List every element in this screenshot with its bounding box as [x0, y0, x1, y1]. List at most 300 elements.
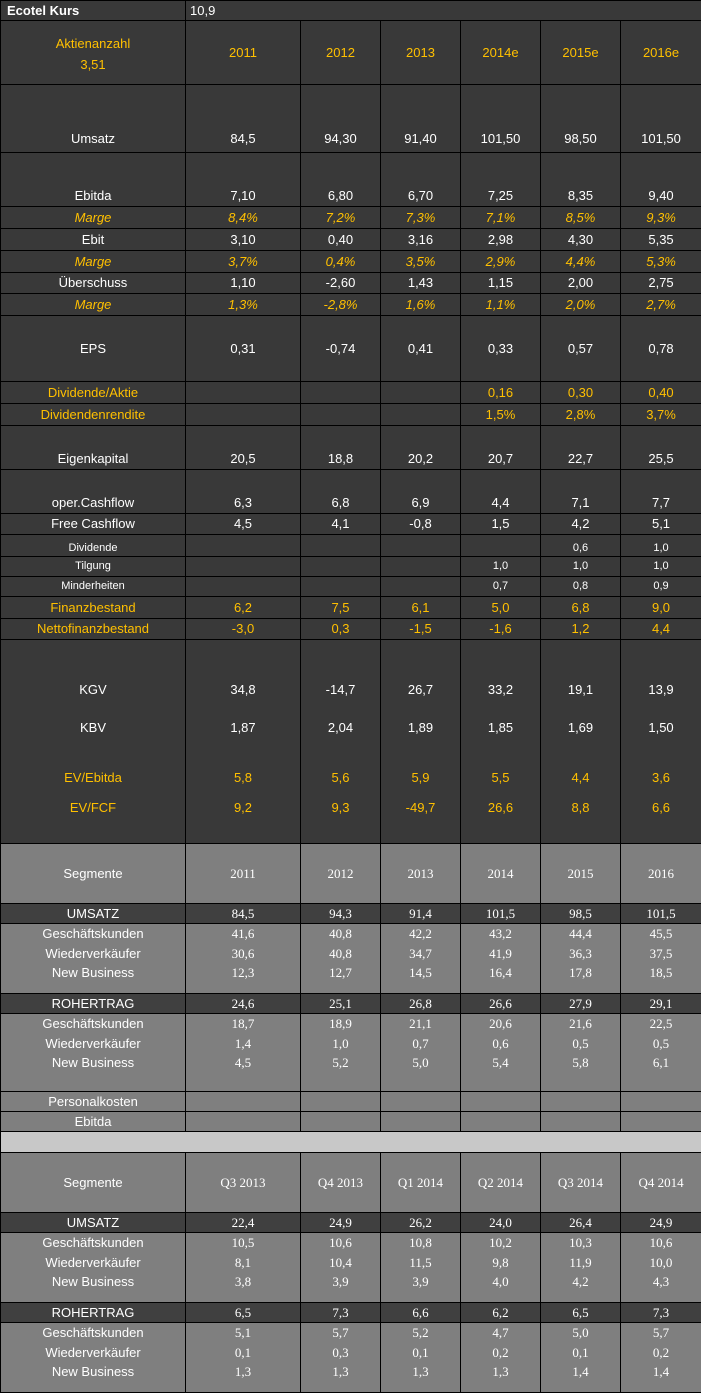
value-cell: 6,6 [621, 791, 701, 844]
value-cell: 1,0 [621, 557, 701, 577]
value-cell: 21,6 [541, 1014, 621, 1034]
value-cell: 24,0 [461, 1213, 541, 1233]
value-cell: 27,9 [541, 994, 621, 1014]
value-cell: 1,0 [541, 557, 621, 577]
value-cell [381, 382, 461, 404]
value-cell: 2,9% [461, 251, 541, 273]
eps-row [1, 316, 701, 382]
ev-ebitda-row [1, 751, 701, 791]
title-row [1, 1, 701, 21]
value-cell: 98,5 [541, 904, 621, 924]
value-cell: 5,0 [541, 1323, 621, 1343]
value-cell: 5,1 [621, 514, 701, 535]
value-cell: 6,9 [381, 470, 461, 514]
value-cell: 6,1 [381, 597, 461, 619]
value-cell: -14,7 [301, 640, 381, 706]
segment-col: 2014 [461, 844, 541, 904]
value-cell: 1,3 [461, 1363, 541, 1393]
value-cell: 6,3 [186, 470, 301, 514]
dividendenrendite-row [1, 404, 701, 426]
value-cell: 4,3 [621, 1273, 701, 1303]
value-cell: 1,15 [461, 273, 541, 294]
dividende-row [1, 535, 701, 557]
value-cell: 84,5 [186, 904, 301, 924]
value-cell: 4,2 [541, 514, 621, 535]
value-cell: -3,0 [186, 619, 301, 640]
row-label: oper.Cashflow [1, 470, 186, 514]
value-cell: 10,3 [541, 1233, 621, 1253]
value-cell: 5,5 [461, 751, 541, 791]
segment-col: Q3 2013 [186, 1153, 301, 1213]
value-cell: 0,3 [301, 619, 381, 640]
segment-row [1, 1034, 701, 1054]
value-cell: 9,8 [461, 1253, 541, 1273]
segment-row [1, 1363, 701, 1393]
value-cell [381, 404, 461, 426]
value-cell: 0,7 [381, 1034, 461, 1054]
value-cell [186, 404, 301, 426]
value-cell: 45,5 [621, 924, 701, 944]
value-cell: 8,1 [186, 1253, 301, 1273]
value-cell: 7,5 [301, 597, 381, 619]
value-cell: 3,9 [381, 1273, 461, 1303]
value-cell: 6,80 [301, 153, 381, 207]
value-cell: 44,4 [541, 924, 621, 944]
row-label: ROHERTRAG [1, 994, 186, 1014]
segment-umsatz-row [1, 1213, 701, 1233]
value-cell: 26,7 [381, 640, 461, 706]
value-cell: 37,5 [621, 944, 701, 964]
value-cell: -49,7 [381, 791, 461, 844]
value-cell: 1,3 [301, 1363, 381, 1393]
value-cell: 24,9 [621, 1213, 701, 1233]
value-cell: 1,4 [541, 1363, 621, 1393]
value-cell: 29,1 [621, 994, 701, 1014]
ebit-row [1, 229, 701, 251]
finanzbestand-row [1, 597, 701, 619]
value-cell: 0,3 [301, 1343, 381, 1363]
value-cell: 1,1% [461, 294, 541, 316]
value-cell: 4,4 [461, 470, 541, 514]
value-cell: 3,6 [621, 751, 701, 791]
value-cell: 26,8 [381, 994, 461, 1014]
row-label: Wiederverkäufer [1, 1253, 186, 1273]
segment-header-row [1, 1153, 701, 1213]
value-cell: -1,5 [381, 619, 461, 640]
value-cell: 7,25 [461, 153, 541, 207]
value-cell: 20,6 [461, 1014, 541, 1034]
row-label: Geschäftskunden [1, 1014, 186, 1034]
value-cell: 5,9 [381, 751, 461, 791]
value-cell: 5,35 [621, 229, 701, 251]
value-cell: 1,4 [621, 1363, 701, 1393]
segment-header-row [1, 844, 701, 904]
value-cell: 10,6 [301, 1233, 381, 1253]
value-cell: 0,30 [541, 382, 621, 404]
value-cell: 14,5 [381, 964, 461, 994]
row-label: Marge [1, 294, 186, 316]
segment-col: 2016 [621, 844, 701, 904]
value-cell: 5,2 [381, 1323, 461, 1343]
value-cell: 101,50 [621, 85, 701, 153]
value-cell: 11,9 [541, 1253, 621, 1273]
year-cell: 2016e [621, 21, 701, 85]
value-cell: -0,74 [301, 316, 381, 382]
value-cell: 0,1 [186, 1343, 301, 1363]
segment-row [1, 944, 701, 964]
segment-col: Q2 2014 [461, 1153, 541, 1213]
value-cell: 20,2 [381, 426, 461, 470]
value-cell: 13,9 [621, 640, 701, 706]
dividende-aktie-row [1, 382, 701, 404]
year-cell: 2014e [461, 21, 541, 85]
row-label: Free Cashflow [1, 514, 186, 535]
segment-col: 2015 [541, 844, 621, 904]
ev-fcf-row [1, 791, 701, 844]
row-label: Dividendenrendite [1, 404, 186, 426]
value-cell: 18,9 [301, 1014, 381, 1034]
segment-row [1, 1343, 701, 1363]
value-cell: 7,3 [301, 1303, 381, 1323]
shares-value: 3,51 [1, 58, 185, 72]
value-cell: 19,1 [541, 640, 621, 706]
value-cell: -2,60 [301, 273, 381, 294]
value-cell: 16,4 [461, 964, 541, 994]
row-label: New Business [1, 964, 186, 994]
segment-label: Segmente [1, 844, 186, 904]
value-cell: 0,1 [381, 1343, 461, 1363]
value-cell: 30,6 [186, 944, 301, 964]
value-cell: 101,5 [461, 904, 541, 924]
value-cell: 43,2 [461, 924, 541, 944]
value-cell: 0,6 [541, 535, 621, 557]
segment-col: Q4 2014 [621, 1153, 701, 1213]
value-cell [381, 1112, 461, 1132]
row-label: EPS [1, 316, 186, 382]
value-cell: 18,7 [186, 1014, 301, 1034]
value-cell: 7,1 [541, 470, 621, 514]
value-cell: 9,3 [301, 791, 381, 844]
value-cell: 94,3 [301, 904, 381, 924]
value-cell: 3,7% [186, 251, 301, 273]
segment-row [1, 1054, 701, 1092]
value-cell: 5,2 [301, 1054, 381, 1092]
value-cell: 7,3 [621, 1303, 701, 1323]
value-cell: 9,3% [621, 207, 701, 229]
value-cell: 4,7 [461, 1323, 541, 1343]
value-cell: 6,2 [186, 597, 301, 619]
value-cell: 34,8 [186, 640, 301, 706]
row-label: EV/Ebitda [1, 751, 186, 791]
segment-ebitda-row [1, 1112, 701, 1132]
value-cell: 0,78 [621, 316, 701, 382]
value-cell: 6,5 [541, 1303, 621, 1323]
value-cell [301, 1112, 381, 1132]
value-cell: 0,2 [621, 1343, 701, 1363]
row-label: ROHERTRAG [1, 1303, 186, 1323]
minderheiten-row [1, 577, 701, 597]
value-cell: 9,2 [186, 791, 301, 844]
value-cell: 101,5 [621, 904, 701, 924]
value-cell: 7,1% [461, 207, 541, 229]
value-cell: 3,8 [186, 1273, 301, 1303]
value-cell [186, 557, 301, 577]
value-cell: 4,5 [186, 1054, 301, 1092]
title-cell: Ecotel Kurs [1, 1, 186, 21]
value-cell: 22,7 [541, 426, 621, 470]
row-label: New Business [1, 1273, 186, 1303]
personalkosten-row [1, 1092, 701, 1112]
value-cell: 10,8 [381, 1233, 461, 1253]
value-cell [186, 535, 301, 557]
value-cell: 1,2 [541, 619, 621, 640]
value-cell: 3,7% [621, 404, 701, 426]
value-cell: 22,4 [186, 1213, 301, 1233]
value-cell: 4,30 [541, 229, 621, 251]
value-cell [301, 1092, 381, 1112]
row-label: Wiederverkäufer [1, 944, 186, 964]
value-cell: 3,16 [381, 229, 461, 251]
kgv-row [1, 640, 701, 706]
row-label: Nettofinanzbestand [1, 619, 186, 640]
segment-rohertrag-row [1, 1303, 701, 1323]
value-cell: 0,4% [301, 251, 381, 273]
value-cell: 0,40 [621, 382, 701, 404]
value-cell: 20,5 [186, 426, 301, 470]
value-cell: 4,1 [301, 514, 381, 535]
segment-col: Q1 2014 [381, 1153, 461, 1213]
value-cell: 8,4% [186, 207, 301, 229]
value-cell: 0,9 [621, 577, 701, 597]
segment-row [1, 964, 701, 994]
segment-col: 2011 [186, 844, 301, 904]
value-cell: 0,31 [186, 316, 301, 382]
value-cell: 10,6 [621, 1233, 701, 1253]
separator-row [1, 1132, 701, 1153]
value-cell: 22,5 [621, 1014, 701, 1034]
year-cell: 2012 [301, 21, 381, 85]
marge-row [1, 294, 701, 316]
value-cell: 26,6 [461, 994, 541, 1014]
value-cell: 7,7 [621, 470, 701, 514]
value-cell: 5,6 [301, 751, 381, 791]
value-cell: 6,5 [186, 1303, 301, 1323]
segment-row [1, 924, 701, 944]
row-label: Dividende/Aktie [1, 382, 186, 404]
value-cell [301, 535, 381, 557]
value-cell: 0,6 [461, 1034, 541, 1054]
value-cell: 18,8 [301, 426, 381, 470]
value-cell [186, 1112, 301, 1132]
value-cell: 10,2 [461, 1233, 541, 1253]
value-cell [301, 404, 381, 426]
nettofinanzbestand-row [1, 619, 701, 640]
value-cell: 91,40 [381, 85, 461, 153]
value-cell: 0,57 [541, 316, 621, 382]
row-label: Tilgung [1, 557, 186, 577]
row-label: Ebitda [1, 1112, 186, 1132]
value-cell: 1,6% [381, 294, 461, 316]
value-cell [381, 577, 461, 597]
value-cell: 26,4 [541, 1213, 621, 1233]
value-cell: 9,0 [621, 597, 701, 619]
value-cell: 8,8 [541, 791, 621, 844]
year-cell: 2011 [186, 21, 301, 85]
ebitda-row [1, 153, 701, 207]
value-cell: 6,8 [541, 597, 621, 619]
row-label: Dividende [1, 535, 186, 557]
value-cell: 5,0 [381, 1054, 461, 1092]
value-cell: 24,9 [301, 1213, 381, 1233]
value-cell: 0,7 [461, 577, 541, 597]
row-label: KGV [1, 640, 186, 706]
value-cell [541, 1092, 621, 1112]
value-cell: 5,7 [301, 1323, 381, 1343]
value-cell: 3,5% [381, 251, 461, 273]
year-cell: 2015e [541, 21, 621, 85]
value-cell: 0,33 [461, 316, 541, 382]
value-cell: 4,0 [461, 1273, 541, 1303]
row-label: Marge [1, 251, 186, 273]
segment-row [1, 1273, 701, 1303]
value-cell: 6,2 [461, 1303, 541, 1323]
value-cell: 0,2 [461, 1343, 541, 1363]
value-cell [461, 535, 541, 557]
row-label: KBV [1, 706, 186, 751]
value-cell: 10,4 [301, 1253, 381, 1273]
value-cell: 42,2 [381, 924, 461, 944]
row-label: Geschäftskunden [1, 1233, 186, 1253]
row-label: Minderheiten [1, 577, 186, 597]
value-cell [381, 557, 461, 577]
row-label: Ebitda [1, 153, 186, 207]
value-cell: 84,5 [186, 85, 301, 153]
row-label: Ebit [1, 229, 186, 251]
value-cell: 20,7 [461, 426, 541, 470]
value-cell: 41,6 [186, 924, 301, 944]
row-label: Geschäftskunden [1, 924, 186, 944]
row-label: Marge [1, 207, 186, 229]
value-cell: 1,69 [541, 706, 621, 751]
value-cell: 33,2 [461, 640, 541, 706]
value-cell: -0,8 [381, 514, 461, 535]
value-cell: 3,9 [301, 1273, 381, 1303]
row-label: Geschäftskunden [1, 1323, 186, 1343]
value-cell: 8,35 [541, 153, 621, 207]
value-cell: 0,5 [541, 1034, 621, 1054]
value-cell: -2,8% [301, 294, 381, 316]
segment-col: Q4 2013 [301, 1153, 381, 1213]
segment-rohertrag-row [1, 994, 701, 1014]
value-cell [301, 557, 381, 577]
value-cell: 4,4 [541, 751, 621, 791]
value-cell: 1,5% [461, 404, 541, 426]
value-cell: 4,5 [186, 514, 301, 535]
price-cell: 10,9 [186, 1, 701, 21]
value-cell: 1,43 [381, 273, 461, 294]
year-header-row [1, 21, 701, 85]
value-cell: 1,3 [186, 1363, 301, 1393]
value-cell: 94,30 [301, 85, 381, 153]
segment-label: Segmente [1, 1153, 186, 1213]
value-cell: 9,40 [621, 153, 701, 207]
value-cell: 10,0 [621, 1253, 701, 1273]
segment-umsatz-row [1, 904, 701, 924]
value-cell: 6,1 [621, 1054, 701, 1092]
row-label: UMSATZ [1, 1213, 186, 1233]
value-cell: 2,8% [541, 404, 621, 426]
value-cell: 0,8 [541, 577, 621, 597]
value-cell [301, 382, 381, 404]
value-cell: 7,3% [381, 207, 461, 229]
oper-cashflow-row [1, 470, 701, 514]
value-cell: 1,0 [461, 557, 541, 577]
value-cell: 25,1 [301, 994, 381, 1014]
value-cell [621, 1112, 701, 1132]
value-cell: 2,04 [301, 706, 381, 751]
separator [1, 1132, 701, 1153]
row-label: UMSATZ [1, 904, 186, 924]
value-cell: 2,0% [541, 294, 621, 316]
value-cell: 0,16 [461, 382, 541, 404]
value-cell [186, 1092, 301, 1112]
value-cell [621, 1092, 701, 1112]
value-cell: 40,8 [301, 944, 381, 964]
value-cell: 4,4 [621, 619, 701, 640]
value-cell: 5,0 [461, 597, 541, 619]
segment-col: Q3 2014 [541, 1153, 621, 1213]
value-cell [381, 535, 461, 557]
row-label: New Business [1, 1054, 186, 1092]
row-label: Personalkosten [1, 1092, 186, 1112]
value-cell: 12,7 [301, 964, 381, 994]
year-cell: 2013 [381, 21, 461, 85]
value-cell: 6,70 [381, 153, 461, 207]
value-cell: 5,8 [186, 751, 301, 791]
value-cell: 40,8 [301, 924, 381, 944]
value-cell: 5,7 [621, 1323, 701, 1343]
value-cell: 5,1 [186, 1323, 301, 1343]
value-cell [186, 577, 301, 597]
row-label: New Business [1, 1363, 186, 1393]
value-cell: 1,3 [381, 1363, 461, 1393]
value-cell: 26,6 [461, 791, 541, 844]
value-cell: 36,3 [541, 944, 621, 964]
free-cashflow-row [1, 514, 701, 535]
value-cell: 1,5 [461, 514, 541, 535]
segment-row [1, 1014, 701, 1034]
umsatz-row [1, 85, 701, 153]
value-cell [301, 577, 381, 597]
row-label: Wiederverkäufer [1, 1343, 186, 1363]
value-cell: 0,41 [381, 316, 461, 382]
segment-row [1, 1323, 701, 1343]
value-cell [381, 1092, 461, 1112]
value-cell: 1,87 [186, 706, 301, 751]
row-label: Wiederverkäufer [1, 1034, 186, 1054]
value-cell: 5,8 [541, 1054, 621, 1092]
value-cell: 4,2 [541, 1273, 621, 1303]
value-cell: 1,89 [381, 706, 461, 751]
shares-cell [1, 21, 186, 85]
value-cell: 26,2 [381, 1213, 461, 1233]
tilgung-row [1, 557, 701, 577]
value-cell: 101,50 [461, 85, 541, 153]
value-cell: 6,8 [301, 470, 381, 514]
value-cell: 1,10 [186, 273, 301, 294]
segment-row [1, 1253, 701, 1273]
value-cell: 18,5 [621, 964, 701, 994]
